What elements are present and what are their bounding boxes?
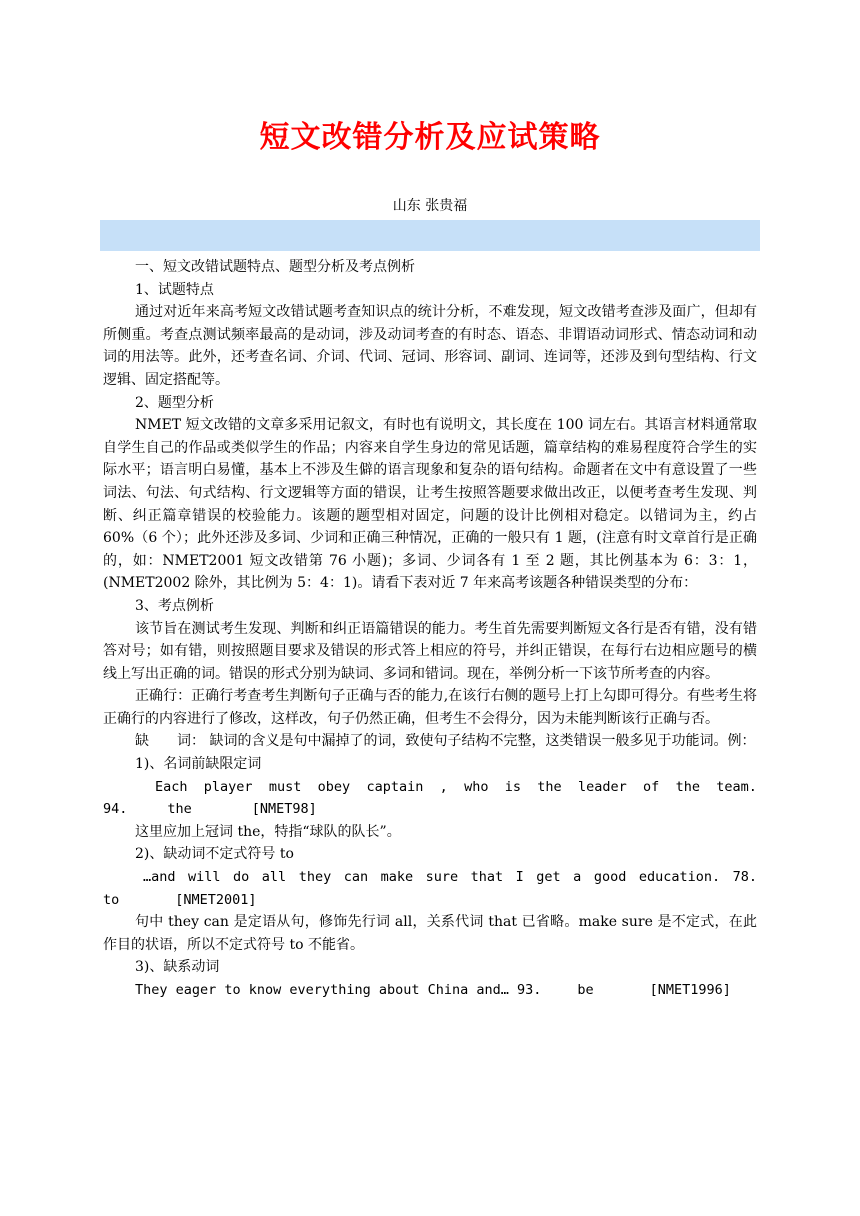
example-title: 2)、缺动词不定式符号 to: [135, 846, 294, 863]
word: education.: [638, 869, 721, 886]
subsection-title: 1、试题特点: [135, 281, 214, 298]
subsection-title: 2、题型分析: [135, 394, 214, 411]
subsection-title: 3、考点例析: [135, 597, 214, 614]
author-line: 山东 张贵福: [392, 198, 468, 214]
source-tag: [NMET2001]: [175, 891, 257, 908]
word: the: [537, 778, 562, 795]
highlight-band: [100, 220, 760, 251]
example-answer-line: [103, 889, 757, 912]
word: will: [188, 869, 221, 886]
answer: to: [103, 891, 120, 908]
paragraph: 缺 词： 缺词的含义是句中漏掉了的词，致使句子结构不完整，这类错误一般多见于功能词。例：: [135, 733, 756, 750]
section-heading: 一、短文改错试题特点、题型分析及考点例析: [135, 259, 415, 275]
word: I: [515, 869, 524, 886]
word: can: [343, 869, 369, 886]
word: obey: [317, 778, 351, 795]
word: who: [464, 778, 489, 795]
word: sure: [425, 869, 459, 886]
example-title: 1)、名词前缺限定词: [135, 756, 262, 773]
word: make: [380, 869, 414, 886]
word: do: [233, 869, 250, 886]
word: of: [643, 778, 660, 795]
answer: the: [167, 801, 192, 818]
paragraph: NMET 短文改错的文章多采用记叙文，有时也有说明文，其长度在 100 词左右。其语言材料通常取自学生自己的作品或类似学生的作品；内容来自学生身边的常见话题，篇章结构的难易程度符合学生的实际水平；语言明白易懂，基本上不涉及生僻的语言现象和复杂的语句结构。命题者在文中有意设置了一些词法、句法、句式结构、行文逻辑等方面的错误，让考生按照答题要求做出改正，以便考查考生发现、判断、纠正篇章错误的校验能力。该题的题型相对固定，问题的设计比例相对稳定。以错词为主，约占 60%（6 个）；此外还涉及多词、少词和正确三种情况，正确的一般只有 1 题，(注意有时文章首行是正确的，如：NMET2001 短文改错第 76 小题)；多词、少词各有 1 至 2 题，其比例基本为 6：3：1，(NMET2002 除外，其比例为 5：4：1)。请看下表对近 7 年来高考该题各种错误类型的分布：: [103, 417, 757, 592]
example-title: 3)、缺系动词: [135, 959, 220, 976]
question-number: 78.: [732, 869, 757, 886]
example-sentence: [103, 776, 757, 799]
document-title: 短文改错分析及应试策略: [259, 120, 601, 155]
word: all: [261, 869, 287, 886]
question-number: 94.: [103, 801, 128, 818]
paragraph: 通过对近年来高考短文改错试题考查知识点的统计分析，不难发现，短文改错考查涉及面广，但却有所侧重。考查点测试频率最高的是动词，涉及动词考查的有时态、语态、非谓语动词形式、情态动词和动词的用法等。此外，还考查名词、介词、代词、冠词、形容词、副词、连词等，还涉及到句型结构、行文逻辑、固定搭配等。: [103, 304, 757, 388]
example-sentence: [103, 979, 757, 1002]
word: they: [298, 869, 332, 886]
source-tag: [NMET1996]: [649, 982, 731, 998]
word: captain: [366, 778, 424, 795]
word: player: [203, 778, 253, 795]
example-note: 句中 they can 是定语从句，修饰先行词 all，关系代词 that 已省略。make sure 是不定式，在此作目的状语，所以不定式符号 to 不能省。: [103, 914, 757, 953]
paragraph: 该节旨在测试考生发现、判断和纠正语篇错误的能力。考生首先需要判断短文各行是否有错，没有错答对号；如有错，则按照题目要求及错误的形式答上相应的符号，并纠正错误，在每行右边相应题号的横线上写出正确的词。错误的形式分别为缺词、多词和错词。现在，举例分析一下该节所考查的内容。: [103, 620, 757, 682]
document-body: [103, 256, 757, 1002]
example-sentence: [103, 866, 757, 889]
word: must: [268, 778, 302, 795]
word: team.: [716, 778, 757, 795]
word: that: [470, 869, 504, 886]
word: get: [536, 869, 561, 886]
word: …and: [143, 869, 176, 886]
paragraph: 正确行：正确行考查考生判断句子正确与否的能力,在该行右侧的题号上打上勾即可得分。有些考生将正确行的内容进行了修改，这样改，句子仍然正确，但考生不会得分，因为未能判断该行正确与否。: [103, 688, 757, 727]
example-answer-line: [103, 798, 757, 821]
word: is: [504, 778, 521, 795]
word: good: [593, 869, 627, 886]
word: the: [675, 778, 700, 795]
example-note: 这里应加上冠词 the，特指“球队的队长”。: [135, 823, 401, 840]
answer: be: [577, 982, 594, 998]
sentence: They eager to know everything about China and… 93.: [135, 982, 542, 998]
word: ,: [439, 778, 448, 795]
word: a: [573, 869, 582, 886]
word: Each: [155, 778, 188, 795]
word: leader: [577, 778, 627, 795]
source-tag: [NMET98]: [251, 801, 317, 818]
